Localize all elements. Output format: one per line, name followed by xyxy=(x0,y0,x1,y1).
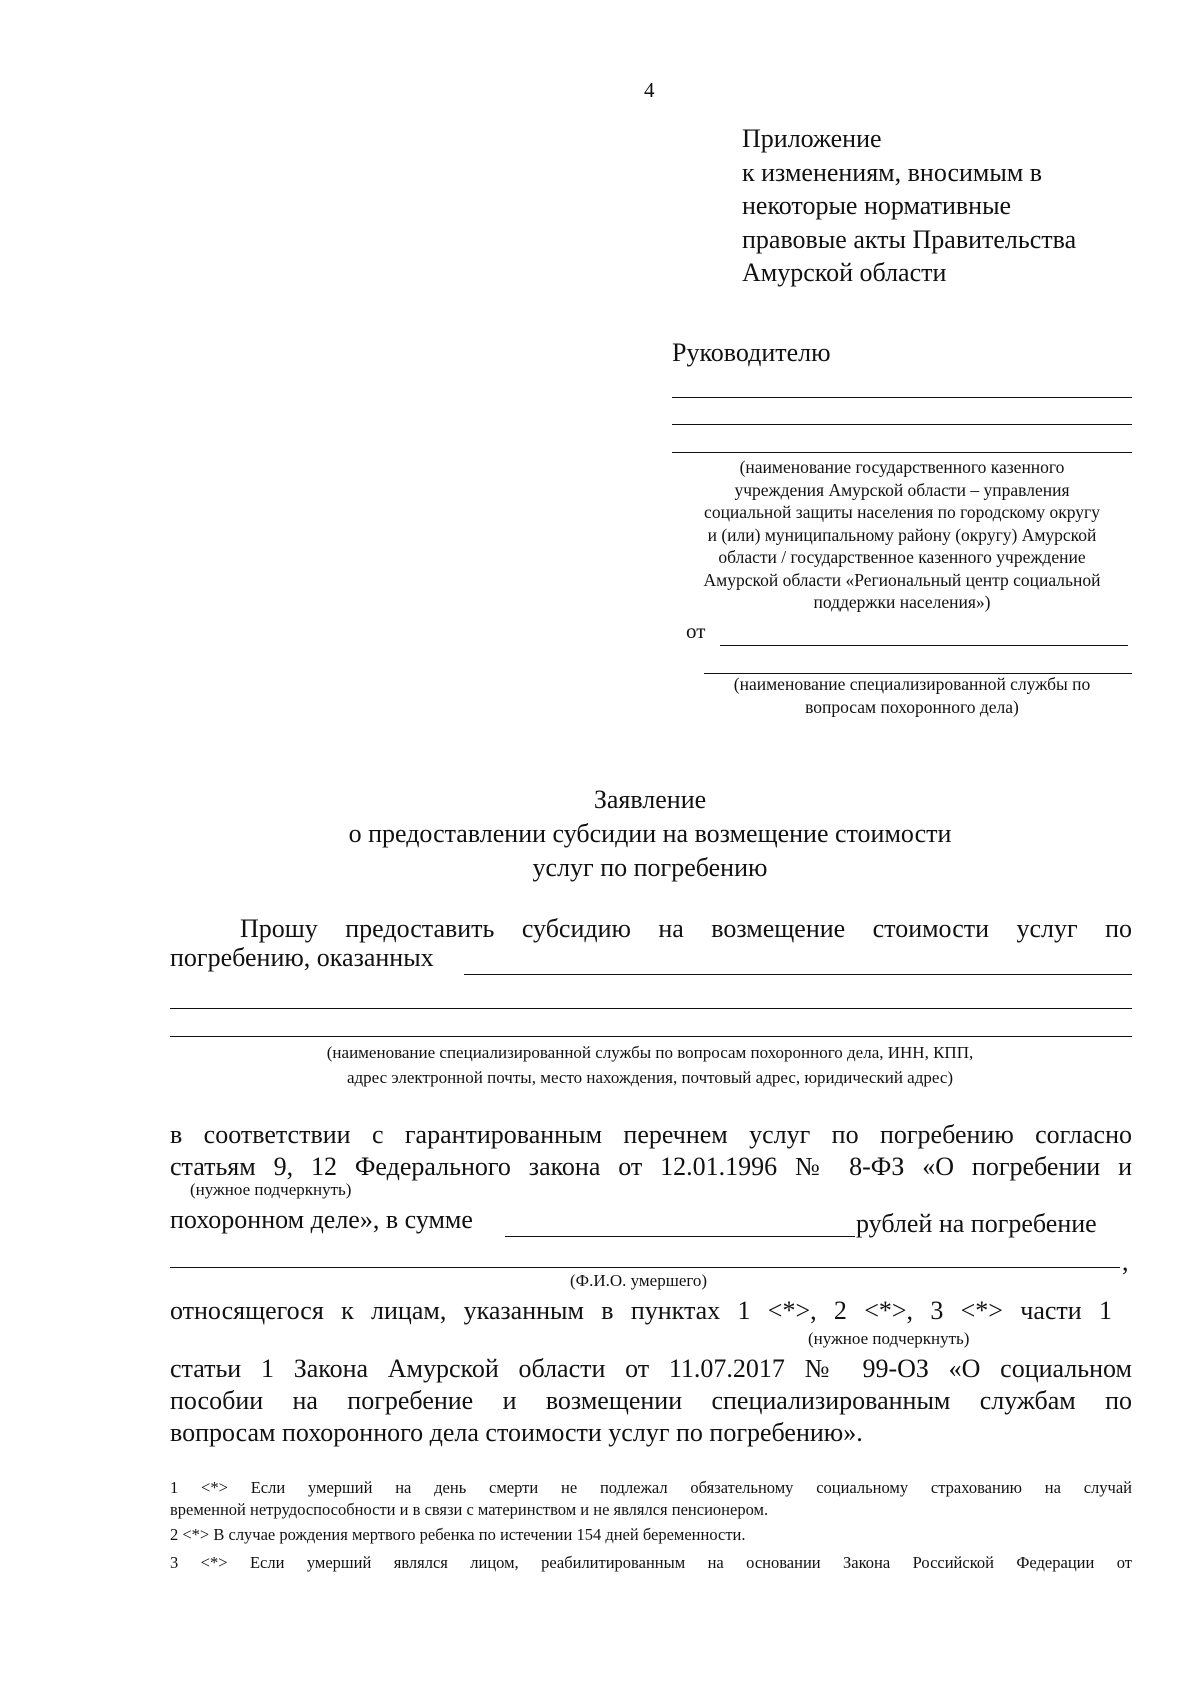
appendix-line: правовые акты Правительства xyxy=(742,224,1077,254)
paragraph-line: погребению, оказанных xyxy=(170,943,434,972)
caption-line: социальной защиты населения по городскому округу xyxy=(704,502,1100,522)
underline-note: (нужное подчеркнуть) xyxy=(808,1329,970,1348)
page-number: 4 xyxy=(644,78,655,102)
paragraph-line: статьи 1 Закона Амурской области от 11.07.2017 № 99-ОЗ «О социальном xyxy=(170,1354,1132,1383)
from-label: от xyxy=(686,619,706,643)
service-blank-line[interactable] xyxy=(170,1036,1132,1037)
footnote-line: 1 <*> Если умерший на день смерти не подлежал обязательному социальному страхованию на случай xyxy=(170,1478,1132,1497)
paragraph-line: вопросам похоронного дела стоимости услуг по погребению». xyxy=(170,1418,863,1447)
paragraph-line: статьям 9, 12 Федерального закона от 12.01.1996 № 8-ФЗ «О погребении и xyxy=(170,1152,1132,1181)
footnote-line: 2 <*> В случае рождения мертвого ребенка по истечении 154 дней беременности. xyxy=(170,1525,746,1544)
paragraph-line: похоронном деле», в сумме xyxy=(170,1205,473,1234)
caption-line: вопросам похоронного дела) xyxy=(805,696,1019,717)
paragraph-line: рублей на погребение xyxy=(856,1209,1097,1238)
addressee-blank-line[interactable] xyxy=(672,397,1132,398)
title-line: Заявление xyxy=(593,785,707,814)
service-caption-line: адрес электронной почты, место нахождения, почтовый адрес, юридический адрес) xyxy=(346,1068,954,1087)
appendix-line: к изменениям, вносимым в xyxy=(742,157,1043,187)
fio-caption: (Ф.И.О. умершего) xyxy=(570,1271,708,1290)
addressee-heading: Руководителю xyxy=(672,338,831,367)
title-line: о предоставлении субсидии на возмещение стоимости xyxy=(348,819,952,848)
title-line: услуг по погребению xyxy=(532,853,768,882)
addressee-blank-line[interactable] xyxy=(672,424,1132,425)
document-title xyxy=(0,783,1200,885)
caption-line: Амурской области «Региональный центр социальной xyxy=(703,569,1101,590)
caption-line: учреждения Амурской области – управления xyxy=(734,479,1070,500)
caption-line: (наименование специализированной службы по xyxy=(733,674,1091,694)
addressee-caption xyxy=(668,456,1136,614)
caption-line: (наименование государственного казенного xyxy=(739,457,1065,477)
footnote-line: временной нетрудоспособности и в связи с материнством и не являлся пенсионером. xyxy=(170,1500,769,1519)
caption-line: и (или) муниципальному району (округу) Амурской xyxy=(707,524,1097,545)
caption-line: поддержки населения») xyxy=(813,592,991,612)
paragraph-line: в соответствии с гарантированным перечнем услуг по погребению согласно xyxy=(170,1120,1132,1149)
appendix-line: некоторые нормативные xyxy=(742,191,1012,220)
appendix-header xyxy=(742,122,1076,290)
sum-blank-line[interactable] xyxy=(505,1236,855,1237)
appendix-line: Амурской области xyxy=(742,258,947,287)
appendix-line: Приложение xyxy=(742,124,882,153)
addressee-blank-line[interactable] xyxy=(672,452,1132,453)
deceased-name-blank-line[interactable] xyxy=(170,1267,1120,1268)
from-blank-line[interactable] xyxy=(720,645,1128,646)
service-caption-line: (наименование специализированной службы по вопросам похоронного дела, ИНН, КПП, xyxy=(326,1043,974,1062)
paragraph-line: пособии на погребение и возмещении специализированным службам по xyxy=(170,1386,1132,1415)
service-blank-line[interactable] xyxy=(170,1008,1132,1009)
paragraph-line: Прошу предоставить субсидию на возмещение стоимости услуг по xyxy=(240,914,1132,943)
footnote-line: 3 <*> Если умерший являлся лицом, реабилитированным на основании Закона Российской Федерации от xyxy=(170,1553,1132,1572)
service-blank-line[interactable] xyxy=(464,974,1132,975)
caption-line: области / государственное казенного учреждение xyxy=(718,547,1086,567)
from-caption xyxy=(700,673,1124,718)
paragraph-line: относящегося к лицам, указанным в пунктах 1 <*>, 2 <*>, 3 <*> части 1 xyxy=(170,1296,1112,1325)
comma: , xyxy=(1122,1247,1129,1276)
underline-note: (нужное подчеркнуть) xyxy=(190,1180,352,1199)
